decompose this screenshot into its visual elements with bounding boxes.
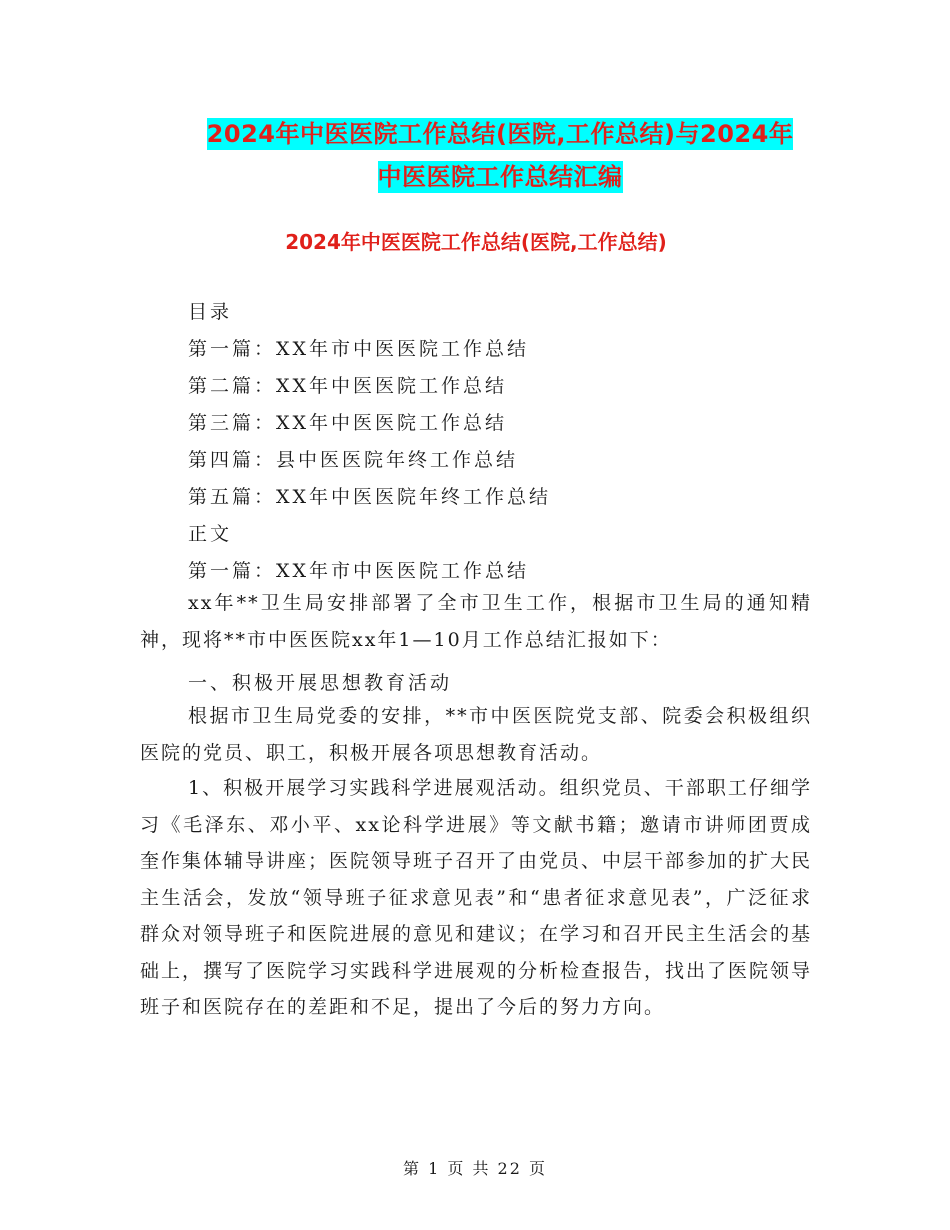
document-title-line-2 bbox=[140, 157, 860, 192]
document-title-line-1 bbox=[140, 114, 860, 149]
body-heading: 正文 bbox=[188, 523, 233, 545]
chapter-title: 第一篇：XX年市中医医院工作总结 bbox=[188, 560, 530, 582]
toc-heading: 目录 bbox=[188, 301, 233, 323]
title-highlight: 2024年中医医院工作总结(医院,工作总结)与2024年 bbox=[206, 120, 794, 148]
toc-item: 第三篇：XX年中医医院工作总结 bbox=[188, 412, 508, 434]
section-heading: 一、积极开展思想教育活动 bbox=[188, 672, 453, 694]
page-footer: 第 1 页 共 22 页 bbox=[403, 1159, 547, 1178]
body-paragraph: 根据市卫生局党委的安排，**市中医医院党支部、院委会积极组织医院的党员、职工，积极开展各项思想教育活动。 bbox=[140, 705, 812, 764]
title-highlight: 中医医院工作总结汇编 bbox=[377, 163, 623, 191]
toc-item: 第二篇：XX年中医医院工作总结 bbox=[188, 375, 508, 397]
body-paragraph: 1、积极开展学习实践科学进展观活动。组织党员、干部职工仔细学习《毛泽东、邓小平、xx论科学进展》等文献书籍；邀请市讲师团贾成奎作集体辅导讲座；医院领导班子召开了由党员、中层干部参加的扩大民主生活会，发放“领导班子征求意见表”和“患者征求意见表”，广泛征求群众对领导班子和医院进展的意见和建议；在学习和召开民主生活会的基础上，撰写了医院学习实践科学进展观的分析检查报告，找出了医院领导班子和医院存在的差距和不足，提出了今后的努力方向。 bbox=[140, 777, 813, 1018]
section-title: 2024年中医医院工作总结(医院,工作总结) bbox=[285, 230, 667, 254]
toc-item: 第一篇：XX年市中医医院工作总结 bbox=[188, 338, 530, 360]
toc-item: 第四篇：县中医医院年终工作总结 bbox=[188, 449, 519, 471]
body-paragraph: xx年**卫生局安排部署了全市卫生工作，根据市卫生局的通知精神，现将**市中医医院xx年1—10月工作总结汇报如下： bbox=[140, 592, 812, 651]
toc-item: 第五篇：XX年中医医院年终工作总结 bbox=[188, 486, 552, 508]
